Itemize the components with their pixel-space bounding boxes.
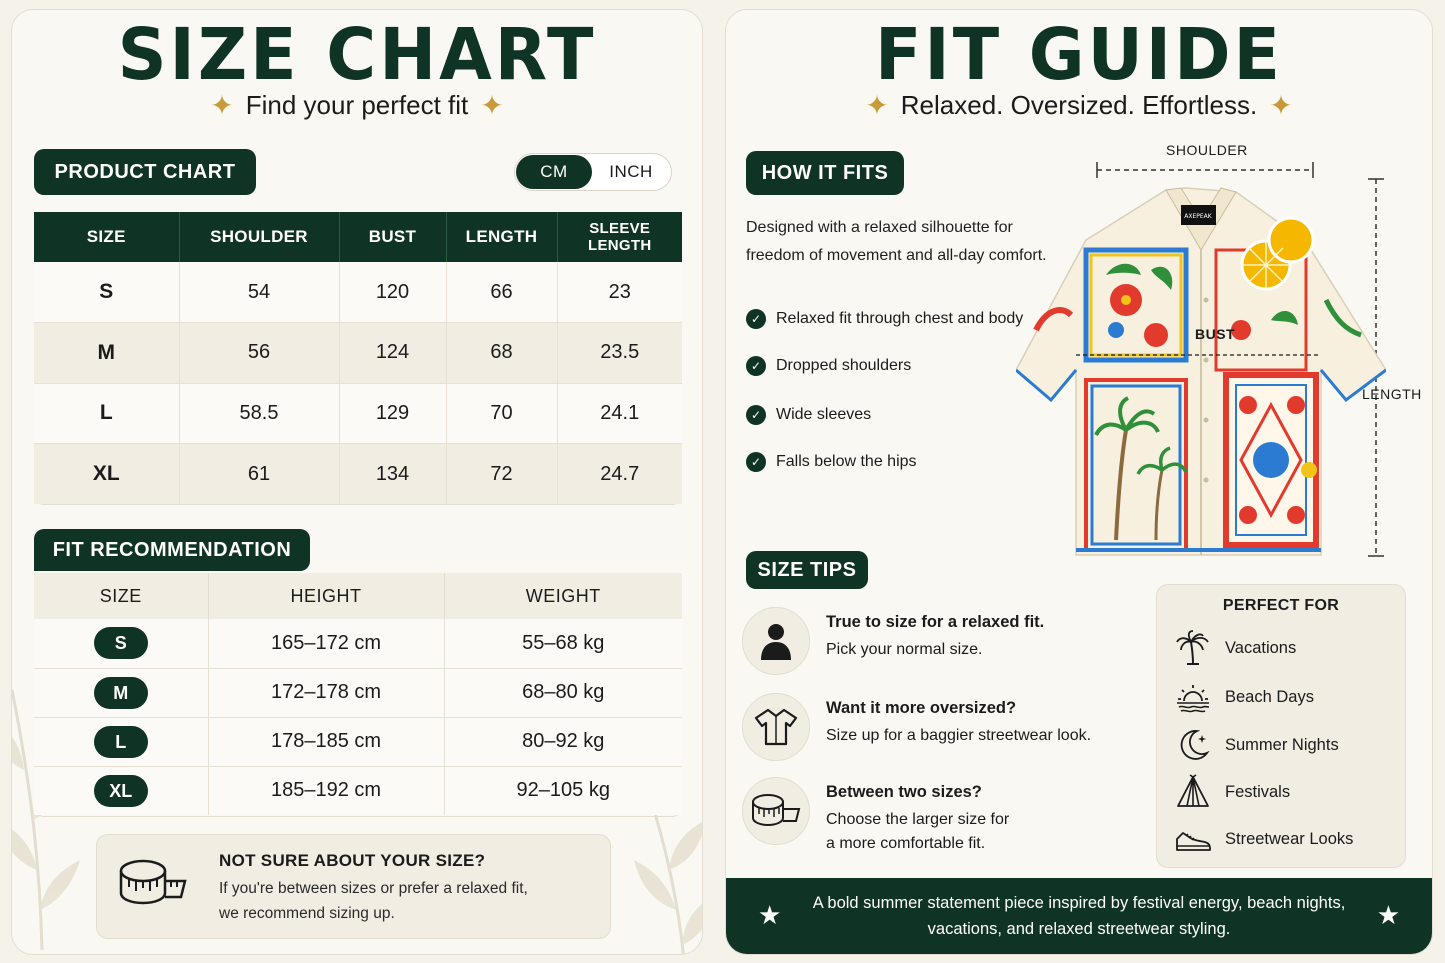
- measuring-tape-icon: [119, 857, 189, 909]
- weight-cell: 92–105 kg: [444, 766, 682, 815]
- column-header: HEIGHT: [208, 573, 444, 619]
- perfect-for-label: Festivals: [1225, 782, 1291, 801]
- size-badge: S: [94, 627, 148, 659]
- column-header: SIZE: [34, 573, 208, 619]
- weight-cell: 55–68 kg: [444, 619, 682, 668]
- footer-line: A bold summer statement piece inspired by festival energy, beach nights,: [812, 894, 1346, 912]
- size-cell: XL: [34, 444, 179, 505]
- sleeve-length-cell: 24.7: [557, 444, 682, 505]
- perfect-for-label: Beach Days: [1225, 687, 1314, 706]
- fit-recommendation-label: FIT RECOMMENDATION: [34, 529, 310, 571]
- table-row: [34, 717, 682, 766]
- bust-label: BUST: [1195, 326, 1236, 342]
- height-cell: 178–185 cm: [208, 717, 444, 766]
- size-badge-cell: [34, 766, 208, 815]
- product-chart-label: PRODUCT CHART: [34, 149, 256, 195]
- tip-text: Size up for a baggier streetwear look.: [826, 727, 1092, 744]
- sunset-icon: [1175, 679, 1211, 715]
- size-chart-panel: [11, 9, 703, 955]
- moon-stars-icon: [1175, 727, 1211, 763]
- height-cell: 172–178 cm: [208, 668, 444, 717]
- sparkle-icon: ✦: [210, 89, 234, 121]
- table-row: [34, 766, 682, 815]
- column-header: SLEEVE LENGTH: [557, 212, 682, 262]
- footer-banner: [726, 878, 1432, 954]
- product-size-table: [34, 212, 682, 504]
- bust-cell: 120: [339, 262, 446, 323]
- unit-cm-option[interactable]: CM: [516, 155, 592, 189]
- perfect-for-item: [1175, 774, 1290, 810]
- perfect-for-title: PERFECT FOR: [1222, 597, 1340, 614]
- subtitle-text: Find your perfect fit: [245, 90, 469, 120]
- shoulder-cell: 61: [179, 444, 339, 505]
- fit-guide-panel: [725, 9, 1433, 955]
- shoulder-dimension-line: [1096, 160, 1316, 180]
- shoulder-cell: 56: [179, 323, 339, 384]
- perfect-for-label: Streetwear Looks: [1225, 829, 1354, 848]
- feature-label: Relaxed fit through chest and body: [776, 310, 1024, 327]
- footer-text: [796, 890, 1362, 942]
- perfect-for-card: [1156, 584, 1406, 868]
- measuring-tape-icon: [742, 777, 810, 845]
- star-icon: ★: [758, 900, 782, 930]
- check-icon: ✓: [746, 405, 766, 425]
- how-it-fits-label: HOW IT FITS: [746, 151, 904, 195]
- shoulder-cell: 54: [179, 262, 339, 323]
- tip-text: Pick your normal size.: [826, 641, 983, 658]
- perfect-for-item: [1175, 727, 1339, 763]
- size-cell: S: [34, 262, 179, 323]
- perfect-for-item: [1175, 679, 1314, 715]
- feature-label: Falls below the hips: [776, 453, 917, 470]
- feature-label: Dropped shoulders: [776, 357, 912, 374]
- sparkle-icon: ✦: [480, 89, 504, 121]
- column-header: BUST: [339, 212, 446, 262]
- length-label: LENGTH: [1362, 386, 1422, 402]
- size-badge: XL: [94, 775, 148, 807]
- tip-title: Between two sizes?: [826, 783, 982, 801]
- size-cell: L: [34, 383, 179, 444]
- tip-text: a more comfortable fit.: [826, 835, 986, 852]
- sleeve-length-cell: 24.1: [557, 383, 682, 444]
- star-icon: ★: [1376, 900, 1400, 930]
- sparkle-icon: ✦: [865, 89, 889, 121]
- tip-title: True to size for a relaxed fit.: [826, 613, 1045, 631]
- table-row: [34, 619, 682, 668]
- height-cell: 185–192 cm: [208, 766, 444, 815]
- not-sure-line: If you're between sizes or prefer a relaxed fit,: [219, 880, 528, 897]
- size-cell: M: [34, 323, 179, 384]
- size-badge-cell: [34, 668, 208, 717]
- size-chart-title: SIZE CHART: [117, 14, 597, 97]
- perfect-for-item: [1175, 821, 1353, 857]
- fit-recommendation-table: [34, 573, 682, 815]
- feature-item: [746, 405, 871, 425]
- footer-line: vacations, and relaxed streetwear styling.: [927, 920, 1231, 938]
- shoulder-cell: 58.5: [179, 383, 339, 444]
- length-cell: 66: [446, 262, 557, 323]
- not-sure-line: we recommend sizing up.: [219, 905, 395, 922]
- bust-cell: 124: [339, 323, 446, 384]
- perfect-for-label: Summer Nights: [1225, 735, 1339, 754]
- table-row: [34, 444, 682, 505]
- weight-cell: 68–80 kg: [444, 668, 682, 717]
- check-icon: ✓: [746, 356, 766, 376]
- feature-item: [746, 452, 917, 472]
- feature-item: [746, 356, 911, 376]
- shirt-tag-text: AXEPEAK: [1184, 213, 1212, 220]
- tip-title: Want it more oversized?: [826, 699, 1017, 717]
- subtitle-text: Relaxed. Oversized. Effortless.: [900, 90, 1258, 120]
- unit-inch-option[interactable]: INCH: [609, 162, 653, 181]
- column-header: SHOULDER: [179, 212, 339, 262]
- length-cell: 72: [446, 444, 557, 505]
- bust-cell: 134: [339, 444, 446, 505]
- bust-cell: 129: [339, 383, 446, 444]
- table-row: [34, 383, 682, 444]
- shoulder-label: SHOULDER: [1166, 142, 1248, 158]
- height-cell: 165–172 cm: [208, 619, 444, 668]
- feature-label: Wide sleeves: [776, 406, 872, 423]
- size-badge-cell: [34, 717, 208, 766]
- not-sure-callout: [96, 834, 611, 939]
- weight-cell: 80–92 kg: [444, 717, 682, 766]
- person-icon: [742, 607, 810, 675]
- not-sure-title: NOT SURE ABOUT YOUR SIZE?: [219, 851, 486, 870]
- size-badge: L: [94, 726, 148, 758]
- column-header: LENGTH: [446, 212, 557, 262]
- fit-guide-subtitle: [726, 90, 1432, 121]
- check-icon: ✓: [746, 452, 766, 472]
- check-icon: ✓: [746, 309, 766, 329]
- perfect-for-label: Vacations: [1225, 638, 1297, 657]
- fit-guide-title: FIT GUIDE: [874, 14, 1284, 97]
- palm-leaf-decoration-icon: [624, 800, 703, 955]
- size-badge-cell: [34, 619, 208, 668]
- length-cell: 70: [446, 383, 557, 444]
- column-header: WEIGHT: [444, 573, 682, 619]
- perfect-for-item: [1175, 630, 1296, 666]
- tent-icon: [1175, 774, 1211, 810]
- column-header: SIZE: [34, 212, 179, 262]
- palm-tree-icon: [1175, 630, 1211, 666]
- sparkle-icon: ✦: [1269, 89, 1293, 121]
- feature-item: [746, 309, 1023, 329]
- fit-description-line: freedom of movement and all-day comfort.: [746, 247, 1047, 264]
- size-badge: M: [94, 677, 148, 709]
- size-chart-subtitle: [12, 90, 702, 121]
- size-tips-label: SIZE TIPS: [746, 551, 868, 589]
- sneaker-icon: [1175, 821, 1211, 857]
- table-row: [34, 668, 682, 717]
- table-row: [34, 323, 682, 384]
- hawaiian-shirt-illustration: [1016, 180, 1386, 565]
- table-row: [34, 262, 682, 323]
- fit-description-line: Designed with a relaxed silhouette for: [746, 219, 1013, 236]
- sleeve-length-cell: 23.5: [557, 323, 682, 384]
- tip-text: Choose the larger size for: [826, 811, 1010, 828]
- unit-toggle[interactable]: [514, 153, 672, 191]
- length-cell: 68: [446, 323, 557, 384]
- shirt-icon: [742, 693, 810, 761]
- sleeve-length-cell: 23: [557, 262, 682, 323]
